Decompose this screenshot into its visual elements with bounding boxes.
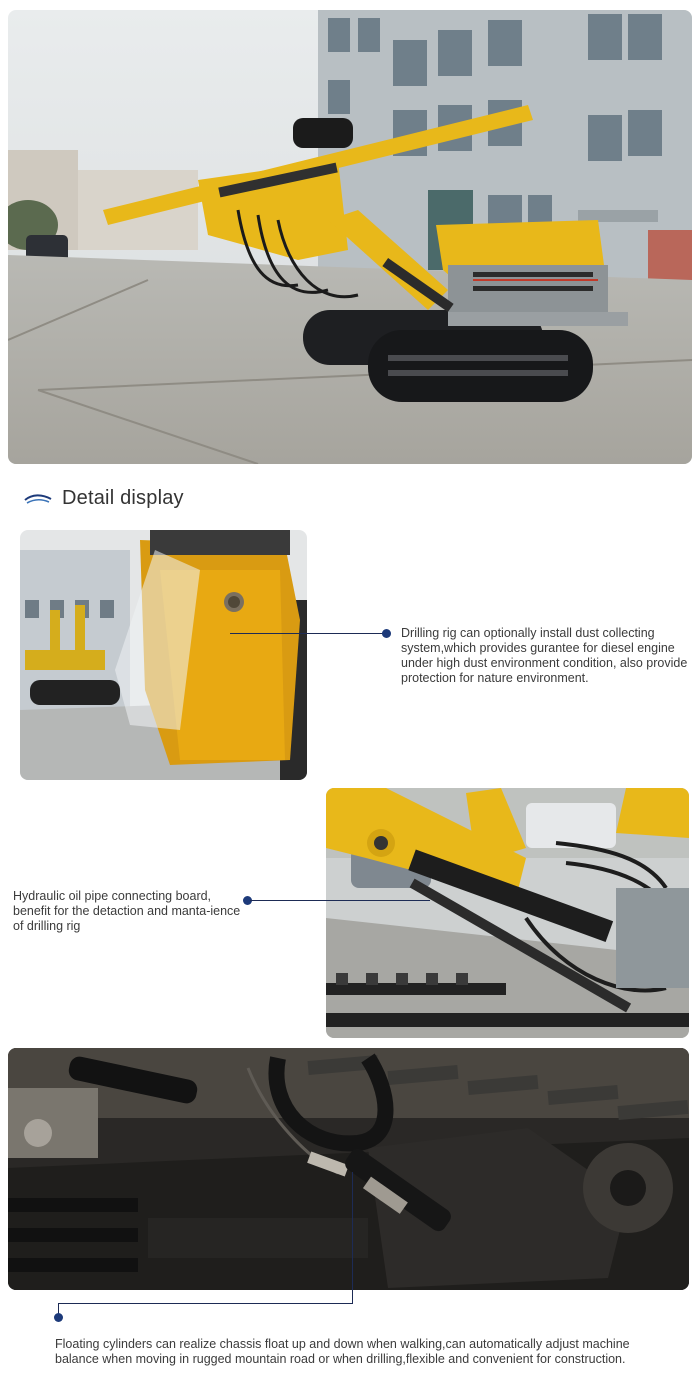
dust-collector-photo — [20, 530, 307, 780]
swoosh-logo-icon — [24, 490, 52, 506]
connector-dot-1 — [382, 629, 391, 638]
connector-dot-3 — [54, 1313, 63, 1322]
connector-line-2 — [250, 900, 430, 901]
section-title: Detail display — [62, 486, 184, 509]
hero-drilling-rig-photo — [8, 10, 692, 464]
section-heading — [24, 480, 184, 516]
floating-cylinder-photo — [8, 1048, 689, 1290]
detail-note-2: Hydraulic oil pipe connecting board, benefit for the detaction and manta-ience of drilling rig — [13, 889, 241, 933]
connector-line-3-horizontal — [58, 1303, 353, 1304]
connector-line-1 — [230, 633, 384, 634]
detail-note-1: Drilling rig can optionally install dust collecting system,which provides gurantee for diesel engine under high dust environment condition, also provide protection for nature environment. — [401, 626, 688, 685]
detail-note-3: Floating cylinders can realize chassis float up and down when walking,can automatically adjust machine balance when moving in rugged mountain road or when drilling,flexible and convenient for construction. — [55, 1337, 630, 1366]
connector-line-3-vertical-right — [352, 1172, 353, 1303]
hydraulic-pipe-board-photo — [326, 788, 689, 1038]
